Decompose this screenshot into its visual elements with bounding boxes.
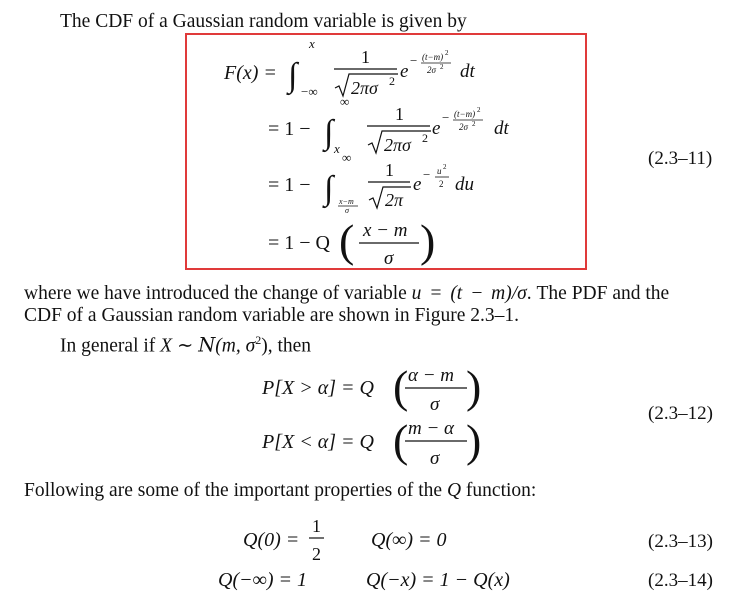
- eq-lhs: F(x) =: [224, 62, 277, 84]
- equation-number: (2.3–13): [648, 531, 713, 552]
- exp-minus: −: [410, 53, 418, 68]
- fraction-num: m − α: [408, 418, 455, 439]
- fraction-den: 2: [312, 544, 321, 564]
- equation-number: (2.3–12): [648, 403, 713, 424]
- integral-lower-den: σ: [345, 206, 349, 215]
- intro-text: The CDF of a Gaussian random variable is given by: [60, 11, 467, 32]
- fraction-den: σ: [430, 394, 440, 415]
- sqrt-content: 2πσ: [351, 78, 378, 98]
- exp-den: 2: [439, 179, 444, 189]
- normal-dist-symbol: N: [198, 333, 216, 357]
- text-run: Following are some of the important properties of the: [24, 480, 443, 501]
- inline-math: (m, σ: [215, 335, 256, 357]
- equation-number: (2.3–14): [648, 570, 713, 591]
- text-run: where we have introduced the change of variable: [24, 283, 407, 304]
- exp-den-power: 2: [472, 120, 476, 128]
- exp-minus: −: [423, 167, 431, 182]
- paren-right: ): [466, 361, 482, 412]
- inline-math: u = (t − m)/σ: [411, 283, 527, 304]
- paren-left: (: [393, 415, 409, 466]
- paren-left: (: [393, 361, 409, 412]
- equation-number: (2.3–11): [648, 148, 713, 169]
- text-run: then: [277, 335, 312, 357]
- eq-right: Q(∞) = 0: [371, 529, 447, 551]
- fraction-numerator: 1: [361, 47, 370, 67]
- exp-den: 2σ: [427, 65, 436, 75]
- eq-lhs: = 1 −: [268, 118, 311, 140]
- eq-lhs: = 1 − Q: [268, 232, 331, 254]
- eq-left: Q(−∞) = 1: [218, 569, 308, 591]
- integral-sign: ∫: [288, 57, 298, 94]
- differential: dt: [494, 118, 509, 139]
- differential: dt: [460, 61, 475, 82]
- exp-base: e: [432, 118, 441, 139]
- sqrt-content: 2πσ: [384, 135, 411, 155]
- paragraph-line: CDF of a Gaussian random variable are shown in Figure 2.3–1.: [24, 305, 519, 326]
- text-run: function:: [465, 480, 537, 501]
- text-run: In general if: [60, 335, 156, 357]
- exp-den: 2σ: [459, 122, 468, 132]
- fraction-numerator: 1: [385, 160, 394, 180]
- paren-right: ): [466, 415, 482, 466]
- fraction-den: σ: [430, 448, 440, 469]
- integral-lower: x: [334, 141, 340, 156]
- eq-left-lhs: Q(0) =: [243, 529, 300, 551]
- exp-minus: −: [442, 110, 450, 125]
- exp-num-power: 2: [445, 49, 449, 57]
- integral-upper: ∞: [342, 150, 352, 165]
- power: 2: [255, 333, 262, 347]
- exp-num: (t−m): [422, 52, 444, 62]
- integral-sign: ∫: [324, 170, 334, 207]
- integral-upper: x: [309, 36, 315, 51]
- exp-base: e: [400, 61, 409, 82]
- power: 2: [422, 131, 428, 145]
- q-symbol: Q: [446, 480, 462, 501]
- eq-lhs: P[X > α] = Q: [262, 377, 374, 399]
- fraction-num: 1: [312, 516, 321, 536]
- exp-num: (t−m): [454, 109, 476, 119]
- integral-lower: −∞: [301, 84, 318, 99]
- exp-num-power: 2: [477, 106, 481, 114]
- exp-num: u: [437, 166, 442, 176]
- fraction-den: σ: [384, 248, 394, 269]
- fraction-num: x − m: [363, 220, 408, 241]
- paren-right: ): [420, 215, 436, 266]
- eq-lhs: P[X < α] = Q: [262, 431, 374, 453]
- text-run: . The PDF and the: [526, 283, 670, 304]
- fraction-num: α − m: [408, 365, 455, 386]
- paren-left: (: [339, 215, 355, 266]
- inline-math: X ∼: [160, 335, 199, 357]
- eq-lhs: = 1 −: [268, 174, 311, 196]
- exp-num-power: 2: [443, 163, 447, 171]
- exp-base: e: [413, 174, 422, 195]
- inline-math: ),: [261, 335, 273, 357]
- exp-den-power: 2: [440, 63, 444, 71]
- differential: du: [455, 174, 474, 195]
- integral-upper: ∞: [340, 94, 350, 109]
- power: 2: [389, 74, 395, 88]
- eq-right: Q(−x) = 1 − Q(x): [366, 569, 510, 591]
- integral-lower-num: x−m: [339, 197, 354, 206]
- integral-sign: ∫: [324, 114, 334, 151]
- sqrt-content: 2π: [385, 190, 404, 210]
- fraction-numerator: 1: [395, 104, 404, 124]
